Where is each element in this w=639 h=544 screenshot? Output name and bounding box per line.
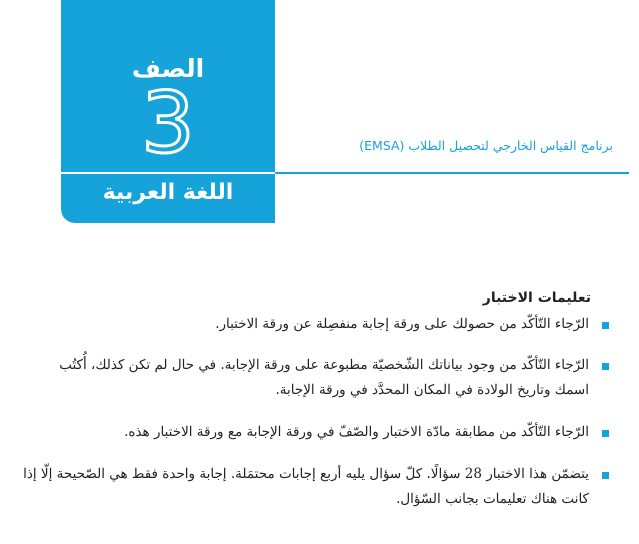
instruction-text: الرّجاء التّأكّد من وجود بياناتك الشّخصيّة مطبوعة على ورقة الإجابة. في حال لم تكن كذلك، أُكتُب اسمك وتاريخ الولادة في المكان المحدَّد في ورقة الإجابة. (59, 357, 589, 398)
subject-title: اللغة العربية (102, 180, 234, 205)
instructions-list (22, 312, 611, 512)
instruction-text: الرّجاء التّأكّد من حصولك على ورقة إجابة منفصِلة عن ورقة الاختبار. (215, 316, 589, 332)
instruction-item (22, 462, 611, 512)
instruction-text: يتضمّن هذا الاختبار 28 سؤالًا. كلّ سؤال يليه أربع إجابات محتمَلة. إجابة واحدة فقط هي الصّحيحة إلّا إذا كانت هناك تعليمات بجانب السّؤال. (23, 466, 589, 507)
bullet-icon (602, 322, 609, 329)
instruction-item (22, 312, 611, 337)
instructions-heading: تعليمات الاختبار (482, 290, 591, 306)
bullet-icon (602, 472, 609, 479)
grade-block (61, 0, 275, 223)
grade-label: الصف (131, 54, 205, 83)
bullet-icon (602, 363, 609, 370)
bullet-icon (602, 430, 609, 437)
instruction-text: الرّجاء التّأكّد من مطابقة مادّة الاختبار والصّفّ في ورقة الإجابة مع ورقة الاختبار هذه. (124, 424, 589, 440)
program-title: برنامج القياس الخارجي لتحصيل الطلاب (EMSA) (359, 138, 613, 153)
instruction-item (22, 420, 611, 445)
header-rule (275, 172, 629, 174)
grade-number: 3 (141, 74, 195, 172)
grade-divider (61, 172, 275, 174)
instruction-item (22, 353, 611, 403)
